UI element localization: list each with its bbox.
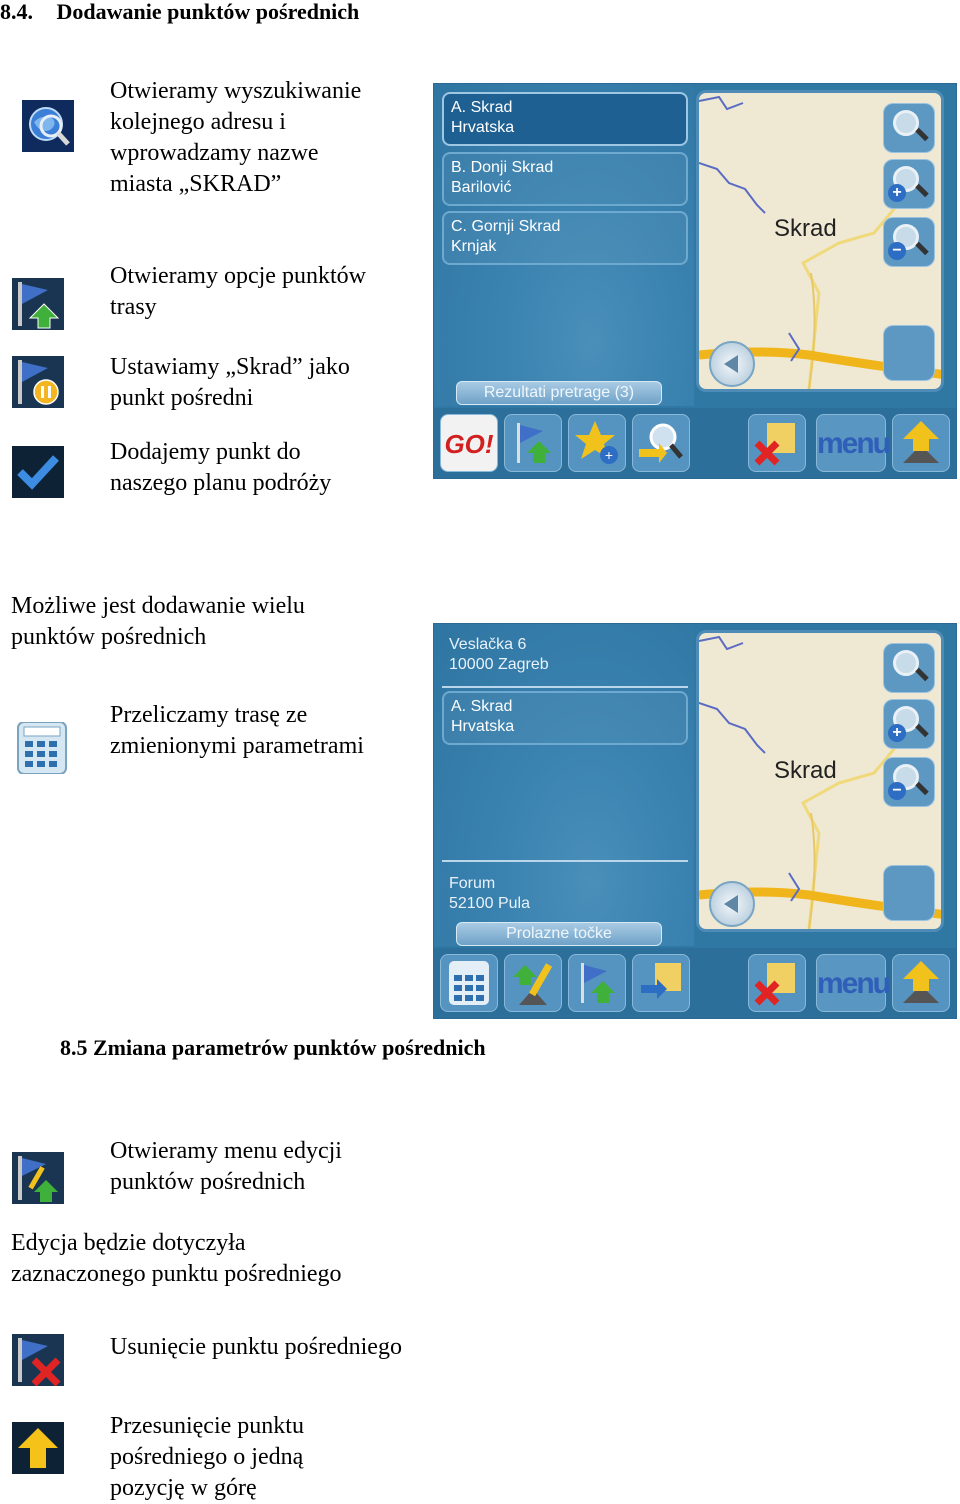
arrow-up-icon xyxy=(12,1422,64,1474)
zoom-in-button[interactable]: + xyxy=(883,159,935,209)
delete-button[interactable] xyxy=(748,954,806,1012)
map-place-label: Skrad xyxy=(774,757,837,784)
delete-icon xyxy=(749,955,805,1011)
flag-edit-icon xyxy=(12,1152,64,1204)
results-panel xyxy=(434,84,694,406)
zoom-out-button[interactable]: − xyxy=(883,217,935,267)
route-destination: Forum 52100 Pula xyxy=(449,875,530,912)
route-up-button[interactable] xyxy=(892,954,950,1012)
zoom-out-button[interactable]: − xyxy=(883,757,935,807)
step-text: Otwieramy opcje punktów trasy xyxy=(110,263,366,320)
waypoints-panel xyxy=(434,624,694,946)
menu-button[interactable]: menu xyxy=(816,954,886,1012)
flag-up-icon xyxy=(12,278,64,330)
result-item[interactable]: A. Skrad Hrvatska xyxy=(442,92,688,146)
star-add-icon xyxy=(569,415,625,471)
device-screen-search-results xyxy=(433,83,957,479)
device-screen-waypoints xyxy=(433,623,957,1019)
globe-search-icon xyxy=(22,100,74,152)
section-heading-8-4 xyxy=(0,0,359,24)
result-item[interactable]: C. Gornji Skrad Krnjak xyxy=(442,211,688,265)
calculator-icon xyxy=(16,722,68,774)
section-number: 8.4. xyxy=(0,0,33,24)
search-swap-icon xyxy=(633,415,689,471)
results-status: Rezultati pretrage (3) xyxy=(456,381,662,405)
back-button[interactable] xyxy=(709,881,755,927)
calculator-button[interactable] xyxy=(440,954,498,1012)
flag-delete-icon xyxy=(12,1334,64,1386)
pencil-up-icon xyxy=(505,955,561,1011)
flag-edit-icon xyxy=(569,955,625,1011)
toolbar xyxy=(434,948,956,1018)
divider xyxy=(442,860,688,862)
flag-up-button[interactable] xyxy=(504,414,562,472)
zoom-level-button[interactable] xyxy=(883,325,935,381)
flag-edit-button[interactable] xyxy=(568,954,626,1012)
divider xyxy=(442,686,688,688)
compass-button[interactable] xyxy=(883,103,935,153)
waypoints-status: Prolazne točke xyxy=(456,922,662,946)
arrow-up-icon xyxy=(893,955,949,1011)
note-edit: Edycja będzie dotyczyła zaznaczonego punktu pośredniego xyxy=(11,1230,342,1287)
checkmark-icon xyxy=(12,446,64,498)
flag-pause-icon xyxy=(12,356,64,408)
note-multiple-waypoints: Możliwe jest dodawanie wielu punktów pośrednich xyxy=(11,593,305,650)
map-view[interactable] xyxy=(696,630,944,932)
flag-up-icon xyxy=(505,415,561,471)
map-view[interactable] xyxy=(696,90,944,392)
section-title: Dodawanie punktów pośrednich xyxy=(56,0,360,24)
compass-button[interactable] xyxy=(883,643,935,693)
zoom-level-button[interactable] xyxy=(883,865,935,921)
arrow-up-icon xyxy=(893,415,949,471)
map-place-label: Skrad xyxy=(774,215,837,242)
step-text: Otwieramy wyszukiwanie kolejnego adresu i wprowadzamy nazwe miasta „SKRAD” xyxy=(110,78,362,197)
back-button[interactable] xyxy=(709,341,755,387)
toolbar xyxy=(434,408,956,478)
svg-text:+: + xyxy=(604,447,614,463)
zoom-in-button[interactable]: + xyxy=(883,699,935,749)
step-text: Przeliczamy trasę ze zmienionymi parametrami xyxy=(110,702,364,759)
waypoint-item[interactable]: A. Skrad Hrvatska xyxy=(442,691,688,745)
calculator-icon xyxy=(441,955,497,1011)
go-button[interactable]: GO! xyxy=(440,414,498,472)
step-text: Usunięcie punktu pośredniego xyxy=(110,1334,402,1360)
result-item[interactable]: B. Donji Skrad Barilović xyxy=(442,152,688,206)
section-heading-8-5: 8.5 Zmiana parametrów punktów pośrednich xyxy=(60,1035,486,1060)
menu-button[interactable]: menu xyxy=(816,414,886,472)
route-start: Veslačka 6 10000 Zagreb xyxy=(449,636,549,673)
favorite-add-button[interactable] xyxy=(568,414,626,472)
edit-waypoint-button[interactable] xyxy=(504,954,562,1012)
step-text: Ustawiamy „Skrad” jako punkt pośredni xyxy=(110,354,350,411)
route-up-button[interactable] xyxy=(892,414,950,472)
swap-icon xyxy=(633,955,689,1011)
step-text: Otwieramy menu edycji punktów pośrednich xyxy=(110,1138,342,1195)
search-swap-button[interactable] xyxy=(632,414,690,472)
move-waypoint-button[interactable] xyxy=(632,954,690,1012)
step-text: Przesunięcie punktu pośredniego o jedną pozycję w górę xyxy=(110,1413,304,1501)
delete-button[interactable] xyxy=(748,414,806,472)
delete-icon xyxy=(749,415,805,471)
step-text: Dodajemy punkt do naszego planu podróży xyxy=(110,439,332,496)
